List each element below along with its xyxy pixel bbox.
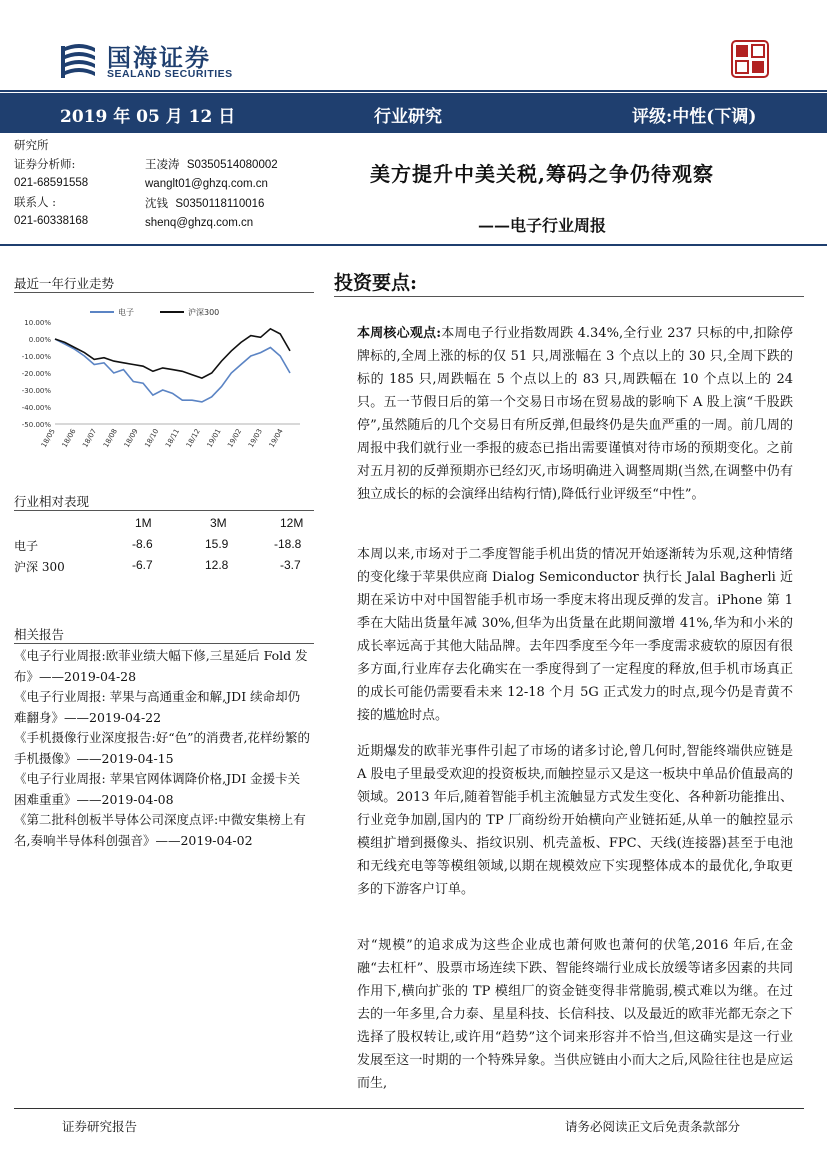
- y-tick-label: -30.00%: [21, 387, 51, 395]
- perf-header-1m: 1M: [135, 516, 152, 530]
- trend-title: 最近一年行业走势: [14, 276, 115, 291]
- perf-row-name: 电子: [14, 539, 39, 553]
- perf-cell: -6.7: [132, 558, 153, 572]
- analyst-details: [145, 155, 278, 233]
- logo-mark-icon: [57, 38, 101, 82]
- report-title: 美方提升中美关税,筹码之争仍待观察: [370, 162, 714, 186]
- perf-row-name: 沪深 300: [14, 560, 65, 574]
- related-title: 相关报告: [14, 627, 65, 642]
- legend-label-electronics: 电子: [118, 308, 134, 317]
- contact-name: 沈钱: [145, 196, 168, 210]
- y-tick-label: -10.00%: [21, 353, 51, 361]
- related-rule: [14, 643, 314, 644]
- research-seal-icon: [731, 40, 769, 78]
- legend-label-csi300: 沪深300: [188, 308, 220, 317]
- footer-rule: [14, 1108, 804, 1109]
- perf-header-12m: 12M: [280, 516, 304, 530]
- contact-email[interactable]: shenq@ghzq.com.cn: [145, 217, 254, 229]
- y-tick-label: 10.00%: [24, 319, 51, 327]
- analyst-name: 王凌涛: [145, 157, 180, 171]
- x-tick-label: 19/02: [226, 427, 244, 449]
- related-report-link[interactable]: 《电子行业周报: 苹果官网体调降价格,JDI 金援卡关困难重重》——2019-04-08: [14, 771, 301, 807]
- dept-label: 研究所: [14, 138, 49, 152]
- analyst-labels: [14, 136, 88, 231]
- header-separator: [0, 244, 827, 246]
- perf-cell: -3.7: [280, 558, 301, 572]
- perf-cell: -18.8: [274, 537, 302, 551]
- trend-chart: [10, 300, 310, 460]
- perf-cell: 12.8: [205, 558, 229, 572]
- core-view-lead: 本周核心观点:: [357, 326, 442, 341]
- report-date: 2019 年 05 月 12 日: [60, 107, 236, 127]
- footer-right: 请务必阅读正文后免责条款部分: [565, 1119, 741, 1134]
- y-tick-label: -20.00%: [21, 370, 51, 378]
- related-report-link[interactable]: 《电子行业周报:欧菲业绩大幅下修,三星延后 Fold 发布》——2019-04-28: [14, 648, 308, 684]
- perf-header-3m: 3M: [210, 516, 227, 530]
- report-subtitle: ——电子行业周报: [478, 216, 607, 235]
- logo-cn-text: 国海证券: [107, 44, 211, 72]
- analyst-phone: 021-68591558: [14, 177, 89, 189]
- x-tick-label: 18/12: [184, 427, 202, 449]
- y-tick-label: -50.00%: [21, 421, 51, 429]
- paragraph-smartphone: 本周以来,市场对于二季度智能手机出货的情况开始逐渐转为乐观,这种情绪的变化缘于苹果供应商 Dialog Semiconductor 执行长 Jalal Bagherli 近期在采访中对中国智能手机市场一季度末将出现反弹的发言。iPhone 第 1 季在大陆出货量年减 30%,但华为出货量在此期间激增 41%,华为和小米的成长率远高于其他大陆品牌。去年四季度至今年一季度需求疲软的原因有很多方面,行业库存去化确实在一季度得到了一定程度的释放,但手机市场真正的成长可能仍需要看未来 12-18 个月 5G 正式发力的时点,现今仍是青黄不接的尴尬时点。: [357, 547, 793, 723]
- related-report-link[interactable]: 《第二批科创板半导体公司深度点评:中微安集榜上有名,奏响半导体科创强音》——2019-04-02: [14, 812, 306, 848]
- related-list: [14, 646, 310, 851]
- header-rule: [0, 90, 827, 92]
- x-tick-label: 19/01: [205, 427, 223, 449]
- series-line-electronics: [55, 339, 290, 402]
- core-view-text: 本周电子行业指数周跌 4.34%,全行业 237 只标的中,扣除停牌标的,全周上涨的标的仅 51 只,周涨幅在 3 个点以上的 30 只,全周下跌的标的 185 只,周跌幅在 5 个点以上的 83 只,周跌幅在 10 个点以上的 24 只。五一节假日后的第一个交易日市场在贸易战的影响下 A 股上演“千股跌停”,虽然随后的几个交易日有所反弹,但最终仍是失血严重的一周。前几周的周报中我们就行业一季报的疲态已指出需要谨慎对待市场的预期变化。之前对五月初的反弹预期亦已经幻灭,市场明确进入调整周期(当然,在调整中仍有独立成长的标的会演绎出结构行情),降低行业评级至“中性”。: [357, 326, 793, 502]
- investment-rule: [334, 296, 804, 297]
- contact-phone: 021-60338168: [14, 215, 89, 227]
- contact-role: 联系人 :: [14, 195, 57, 209]
- analyst-cert: S0350514080002: [186, 159, 278, 171]
- x-tick-label: 18/05: [39, 427, 57, 449]
- series-line-csi300: [55, 329, 290, 378]
- y-tick-label: -40.00%: [21, 404, 51, 412]
- footer-left: 证券研究报告: [62, 1119, 138, 1134]
- x-tick-label: 18/07: [81, 427, 99, 449]
- analyst-role: 证券分析师:: [14, 157, 76, 171]
- x-tick-label: 18/08: [101, 427, 119, 449]
- core-view-paragraph: [357, 322, 793, 506]
- x-tick-label: 19/04: [267, 427, 285, 449]
- related-report-link[interactable]: 《电子行业周报: 苹果与高通重金和解,JDI 续命却仍难翻身》——2019-04-22: [14, 689, 301, 725]
- x-tick-label: 18/06: [60, 427, 78, 449]
- perf-cell: 15.9: [205, 537, 229, 551]
- logo-en-text: SEALAND SECURITIES: [107, 68, 233, 80]
- paragraph-ofilm: 近期爆发的欧菲光事件引起了市场的诸多讨论,曾几何时,智能终端供应链是 A 股电子里最受欢迎的投资板块,而触控显示又是这一板块中单品价值最高的领域。2013 年后,随着智能手机主流触显方式发生变化、各种新功能推出、行业竞争加剧,国内的 TP 厂商纷纷开始横向产业链拓延,从单一的触控显示模组扩增到摄像头、指纹识别、机壳盖板、FPC、天线(连接器)甚至于电池和无线充电等等模组领域,以期在规模效应下实现整体成本的最优化,争取更多的下游客户订单。: [357, 744, 793, 897]
- contact-cert: S0350118110016: [175, 198, 265, 210]
- x-tick-label: 18/11: [164, 427, 182, 449]
- y-tick-label: 0.00%: [28, 336, 51, 344]
- x-tick-label: 19/03: [246, 427, 264, 449]
- investment-heading: 投资要点:: [334, 272, 418, 294]
- paragraph-scale: 对“规模”的追求成为这些企业成也萧何败也萧何的伏笔,2016 年后,在金融“去杠杆”、股票市场连续下跌、智能终端行业成长放缓等诸多因素的共同作用下,横向扩张的 TP 模组厂的资金链变得非常脆弱,模式难以为继。在过去的一年多里,合力泰、星星科技、长信科技、以及最近的欧菲光都无奈之下选择了股权转让,或许用“趋势”这个词来形容并不恰当,但这确实是这一行业发展至这一时期的一个特殊异象。当供应链由小而大之后,风险往往也是应运而生,: [357, 938, 793, 1091]
- report-category: 行业研究: [374, 107, 442, 127]
- perf-rule: [14, 510, 314, 511]
- report-rating: 评级:中性(下调): [632, 107, 757, 127]
- related-report-link[interactable]: 《手机摄像行业深度报告:好“色”的消费者,花样纷繁的手机摄像》——2019-04-15: [14, 730, 310, 766]
- trend-rule: [14, 292, 314, 293]
- perf-cell: -8.6: [132, 537, 153, 551]
- x-tick-label: 18/10: [143, 427, 161, 449]
- company-logo: [57, 38, 327, 88]
- analyst-email[interactable]: wanglt01@ghzq.com.cn: [145, 178, 268, 190]
- perf-title: 行业相对表现: [14, 494, 90, 509]
- x-tick-label: 18/09: [122, 427, 140, 449]
